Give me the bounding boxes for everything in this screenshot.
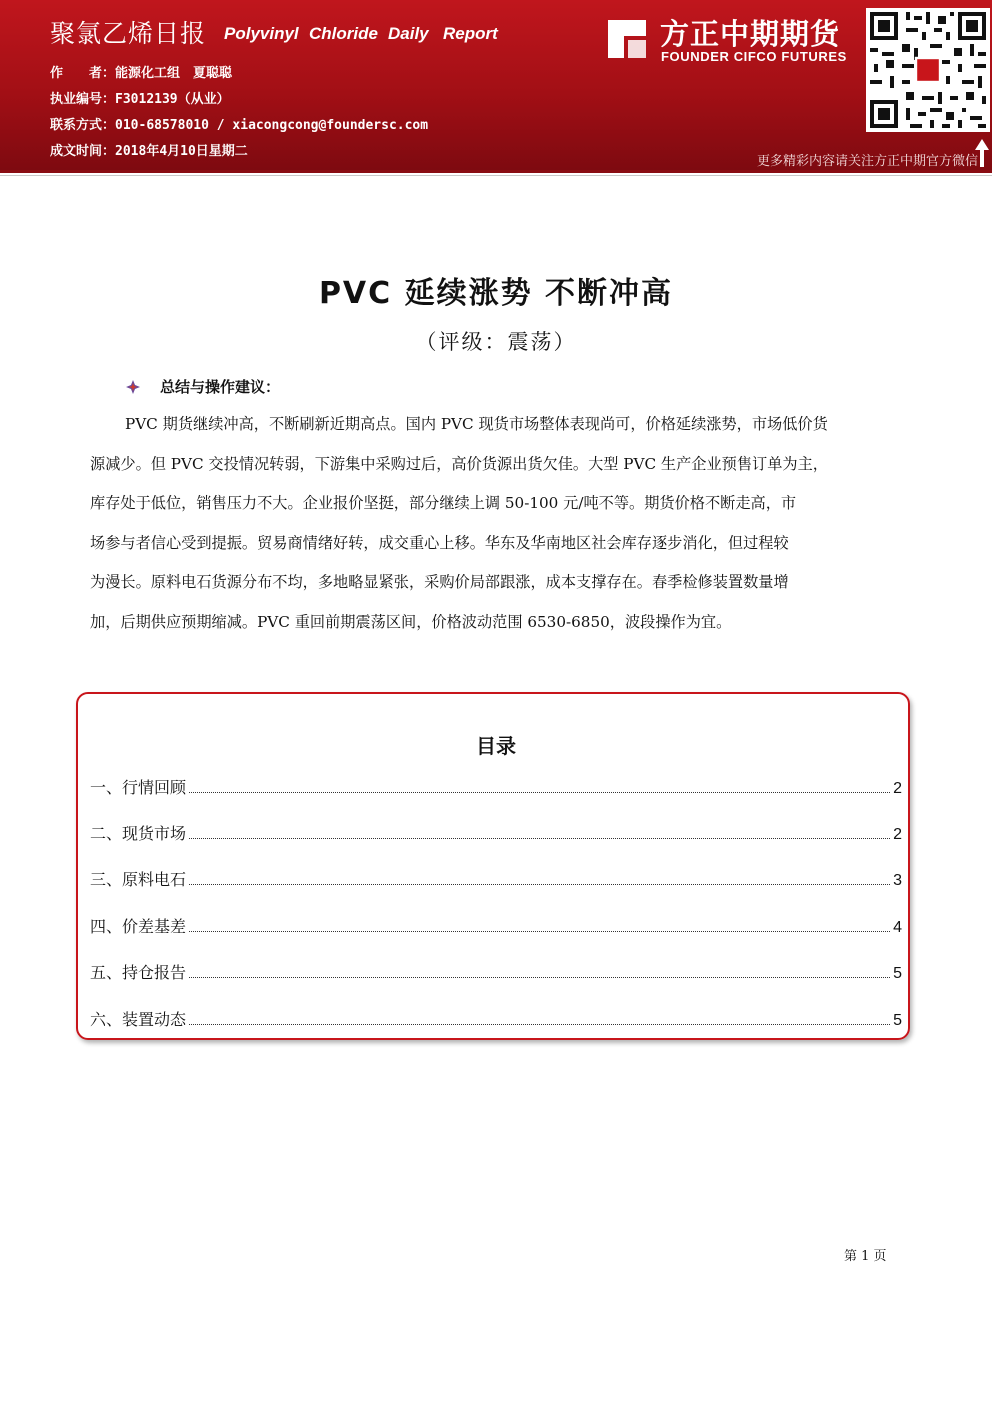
author-line bbox=[50, 62, 232, 81]
summary-line: 场参与者信心受到提振。贸易商情绪好转，成交重心上移。华东及华南地区社会库存逐步消化，但过程较 bbox=[90, 533, 789, 552]
date-value: 2018年4月10日星期二 bbox=[115, 144, 248, 159]
report-series-title: 聚氯乙烯日报 bbox=[50, 19, 207, 48]
toc-entry[interactable] bbox=[90, 866, 902, 890]
summary-heading bbox=[126, 376, 280, 397]
brand-name-en: FOUNDER CIFCO FUTURES bbox=[661, 49, 847, 64]
summary-line: PVC 期货继续冲高，不断刷新近期高点。国内 PVC 现货市场整体表现尚可，价格延续涨势，市场低价货 bbox=[125, 415, 828, 433]
contact-line bbox=[50, 114, 428, 133]
toc-entry-label: 五、持仓报告 bbox=[90, 963, 187, 982]
toc-entry[interactable] bbox=[90, 913, 902, 937]
toc-entry-page: 2 bbox=[893, 826, 902, 843]
rating-label: （评级：震荡） bbox=[415, 330, 577, 354]
header-divider-thin bbox=[0, 175, 992, 176]
license-line bbox=[50, 88, 230, 107]
arrow-up-icon bbox=[974, 138, 990, 168]
date-label: 成文时间： bbox=[50, 144, 116, 159]
summary-line: 加，后期供应预期缩减。PVC 重回前期震荡区间，价格波动范围 6530-6850，波段操作为宜。 bbox=[90, 612, 732, 631]
english-title-word: Polyvinyl bbox=[224, 24, 299, 43]
toc-entry[interactable] bbox=[90, 1006, 902, 1030]
toc-leader-dots bbox=[189, 838, 890, 839]
english-title-word: Report bbox=[443, 24, 498, 43]
contact-label: 联系方式： bbox=[50, 118, 116, 133]
toc-entry-page: 5 bbox=[893, 965, 902, 982]
date-line bbox=[50, 140, 248, 159]
toc-entry-label: 六、装置动态 bbox=[90, 1010, 187, 1029]
toc-entry-page: 4 bbox=[893, 919, 902, 936]
toc-entry-page: 5 bbox=[893, 1012, 902, 1029]
author-value: 能源化工组 夏聪聪 bbox=[115, 66, 233, 81]
toc-leader-dots bbox=[189, 1024, 890, 1025]
toc-leader-dots bbox=[189, 884, 890, 885]
toc-entry-page: 2 bbox=[893, 780, 902, 797]
summary-line: 源减少。但 PVC 交投情况转弱，下游集中采购过后，高价货源出货欠佳。大型 PVC 生产企业预售订单为主， bbox=[90, 454, 828, 473]
summary-line: 为漫长。原料电石货源分布不均，多地略显紧张，采购价局部跟涨，成本支撑存在。春季检修装置数量增 bbox=[90, 573, 789, 591]
toc-entry-label: 三、原料电石 bbox=[90, 870, 187, 889]
wechat-follow-note: 更多精彩内容请关注方正中期官方微信 bbox=[756, 154, 978, 169]
page-number: 第 1 页 bbox=[844, 1249, 887, 1264]
wechat-qr-code-icon[interactable] bbox=[866, 8, 990, 132]
toc-leader-dots bbox=[189, 977, 890, 978]
report-header bbox=[0, 0, 992, 170]
founder-logo-icon bbox=[604, 16, 650, 62]
header-divider bbox=[0, 170, 992, 173]
toc-title: 目录 bbox=[476, 734, 516, 758]
toc-entry[interactable] bbox=[90, 959, 902, 983]
brand-name-cn: 方正中期期货 bbox=[660, 17, 841, 51]
license-label: 执业编号： bbox=[50, 92, 116, 107]
toc-entry[interactable] bbox=[90, 774, 902, 798]
toc-leader-dots bbox=[189, 931, 890, 932]
license-value: F3012139（从业） bbox=[115, 92, 230, 107]
toc-entry-label: 四、价差基差 bbox=[90, 917, 187, 936]
four-point-star-bullet-icon bbox=[126, 380, 140, 394]
summary-paragraph bbox=[90, 405, 904, 642]
toc-entry-page: 3 bbox=[893, 872, 902, 889]
toc-entry-label: 二、现货市场 bbox=[90, 824, 187, 843]
author-label: 作 者： bbox=[50, 66, 116, 81]
summary-line: 库存处于低位，销售压力不大。企业报价坚挺，部分继续上调 50-100 元/吨不等。期货价格不断走高，市 bbox=[90, 494, 797, 512]
report-title: PVC 延续涨势 不断冲高 bbox=[318, 276, 674, 311]
toc-leader-dots bbox=[189, 792, 890, 793]
toc-entry-label: 一、行情回顾 bbox=[90, 778, 187, 797]
english-title-word: Daily bbox=[388, 24, 429, 43]
contact-value: 010-68578010 / xiacongcong@foundersc.com bbox=[115, 118, 429, 133]
toc-entry[interactable] bbox=[90, 820, 902, 844]
english-title-word: Chloride bbox=[309, 24, 378, 43]
summary-heading-text: 总结与操作建议： bbox=[160, 378, 281, 396]
